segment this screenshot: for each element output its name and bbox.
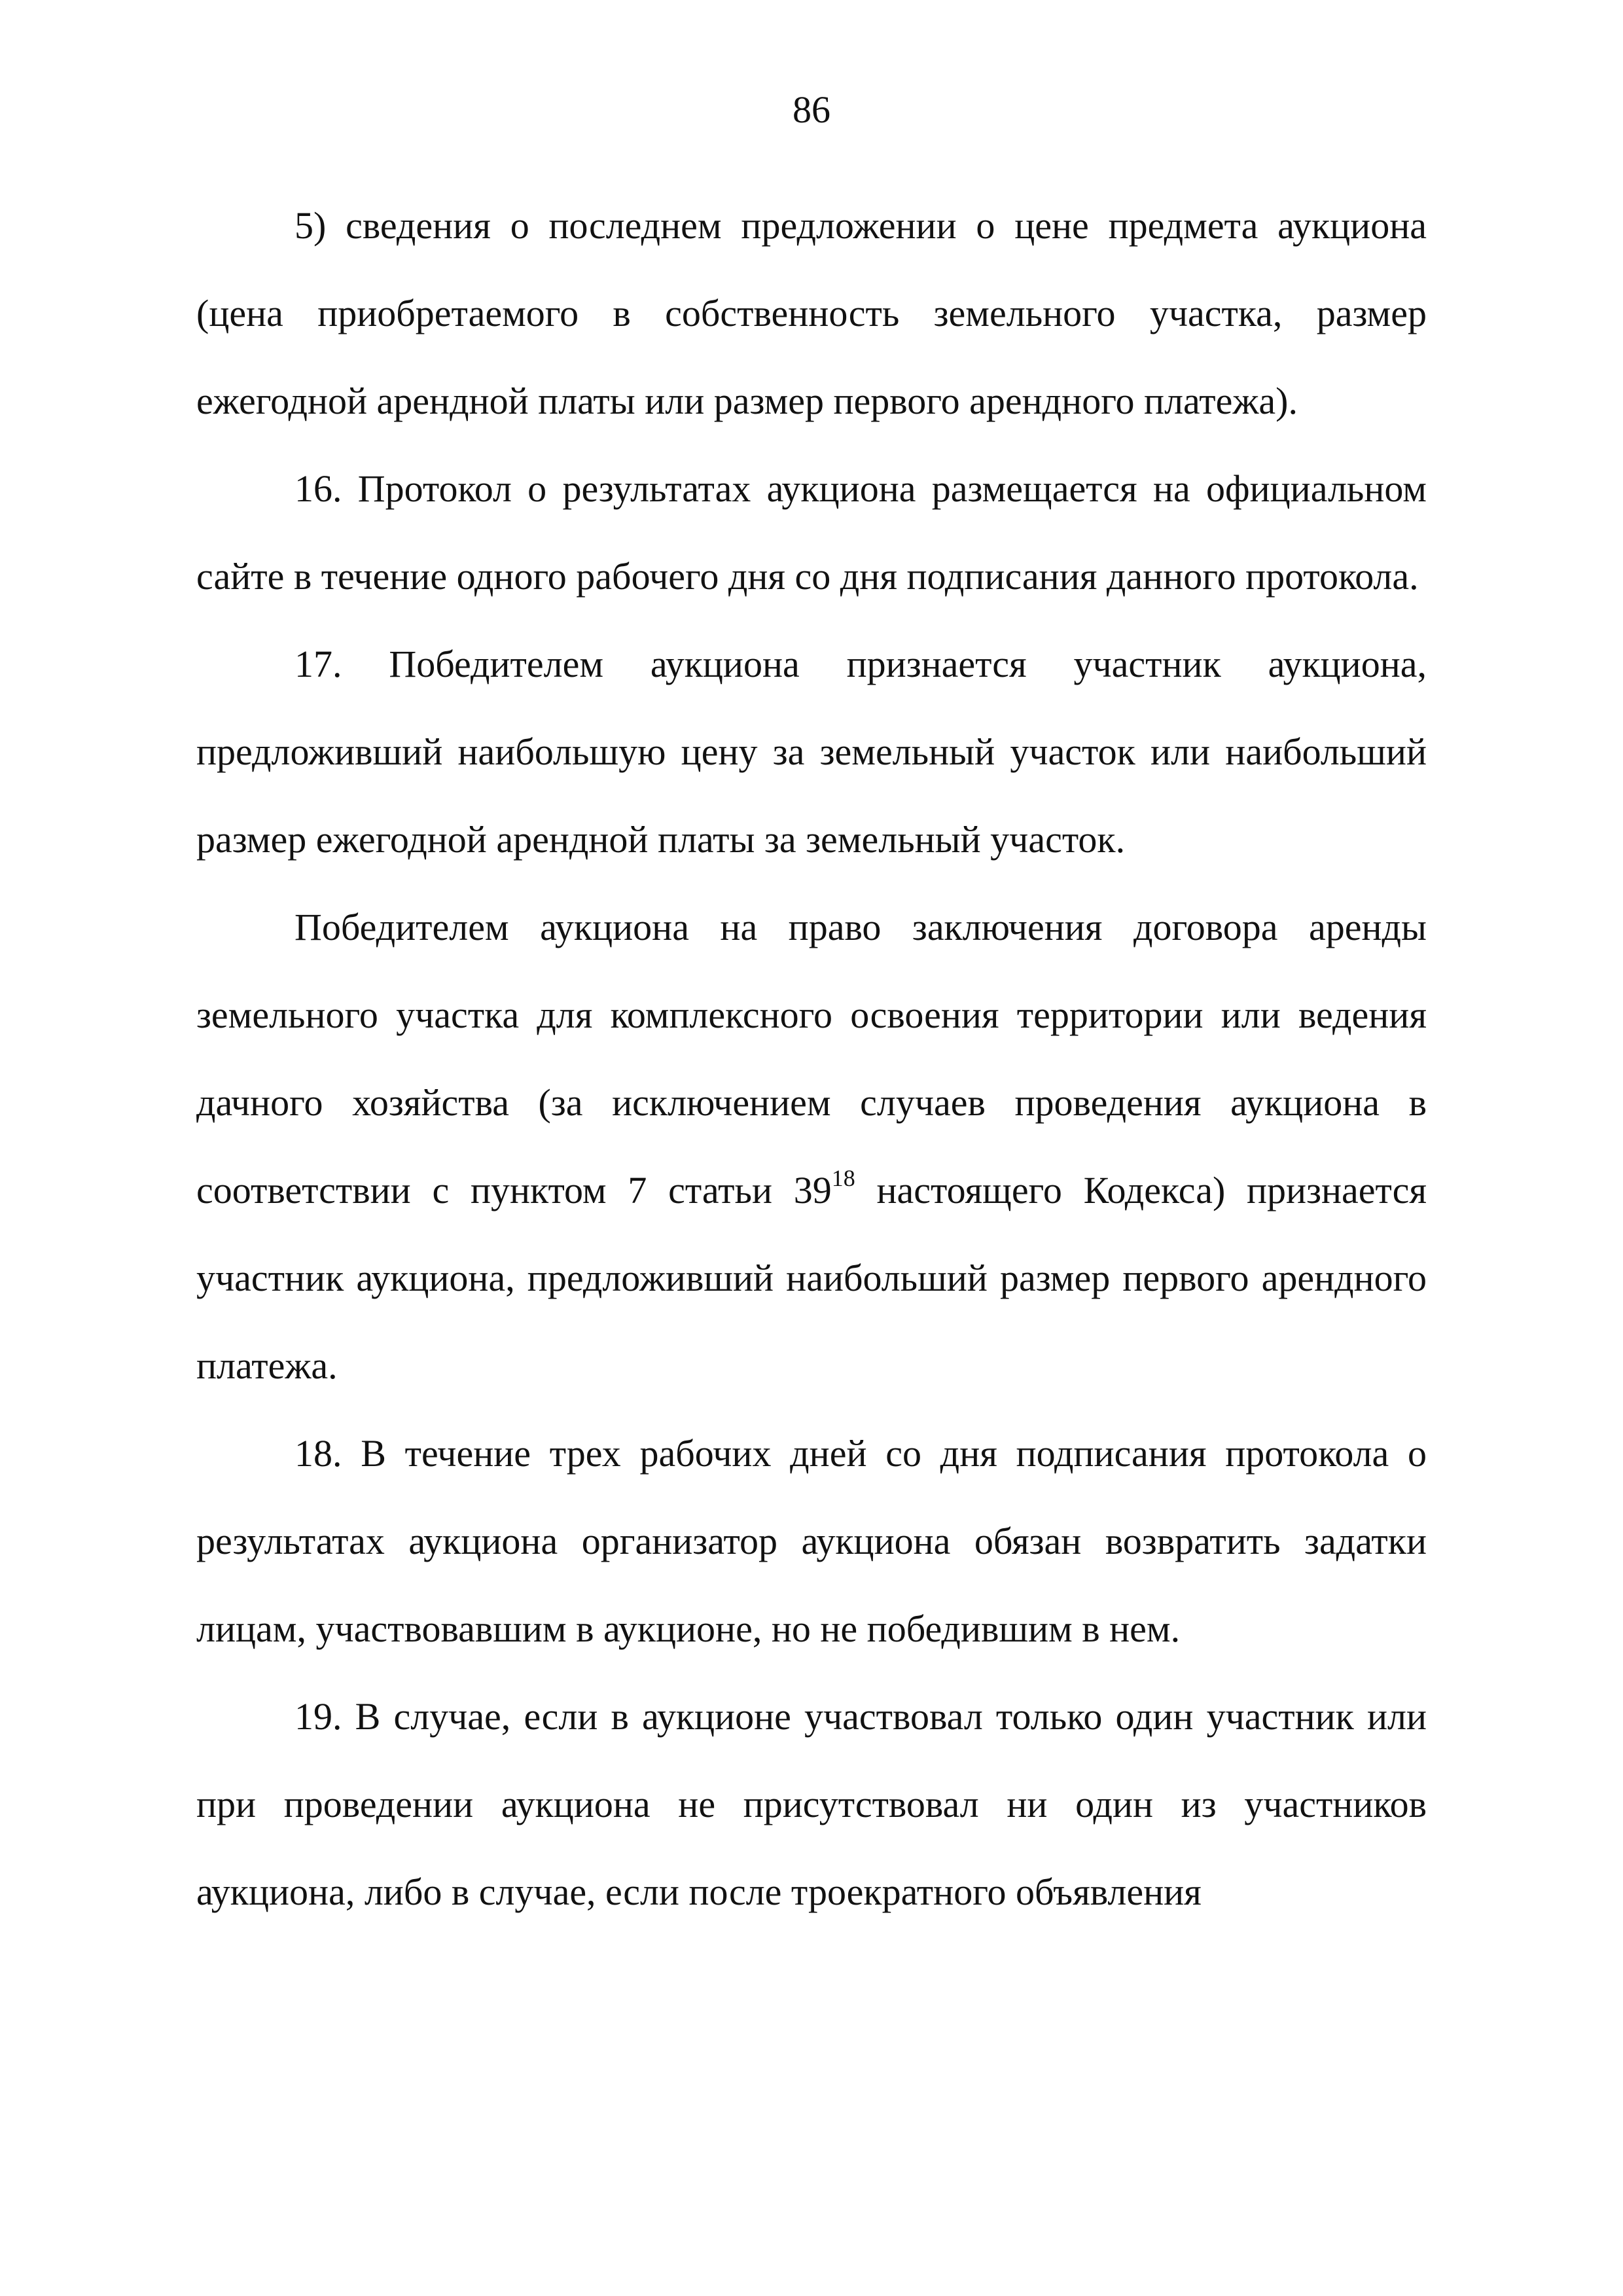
document-body xyxy=(196,182,1427,1936)
paragraph-17: 17. Победителем аукциона признается участник аукциона, предложивший наибольшую цену за земельный участок или наибольший размер ежегодной арендной платы за земельный участок. xyxy=(196,643,1427,861)
article-superscript: 18 xyxy=(831,1165,855,1191)
paragraph-19: 19. В случае, если в аукционе участвовал только один участник или при проведении аукциона не присутствовал ни один из участников аукциона, либо в случае, если после троекратного объявления xyxy=(196,1695,1427,1913)
paragraph-item-5: 5) сведения о последнем предложении о цене предмета аукциона (цена приобретаемого в собственность земельного участка, размер ежегодной арендной платы или размер первого арендного платежа). xyxy=(196,204,1427,422)
paragraph-17-part-2 xyxy=(196,884,1427,1410)
paragraph-18: 18. В течение трех рабочих дней со дня подписания протокола о результатах аукциона организатор аукциона обязан возвратить задатки лицам, участвовавшим в аукционе, но не победившим в нем. xyxy=(196,1432,1427,1650)
paragraph-text-after-superscript: настоящего Кодекса) признается участник аукциона, предложивший наибольший размер первого арендного платежа. xyxy=(196,1169,1427,1387)
paragraph-16: 16. Протокол о результатах аукциона размещается на официальном сайте в течение одного рабочего дня со дня подписания данного протокола. xyxy=(196,467,1427,598)
paragraph-text-before-superscript: Победителем аукциона на право заключения договора аренды земельного участка для комплексного освоения территории или ведения дачного хозяйства (за исключением случаев проведения аукциона в соответствии с пунктом 7 статьи 39 xyxy=(196,906,1427,1211)
page-number: 86 xyxy=(793,88,830,131)
